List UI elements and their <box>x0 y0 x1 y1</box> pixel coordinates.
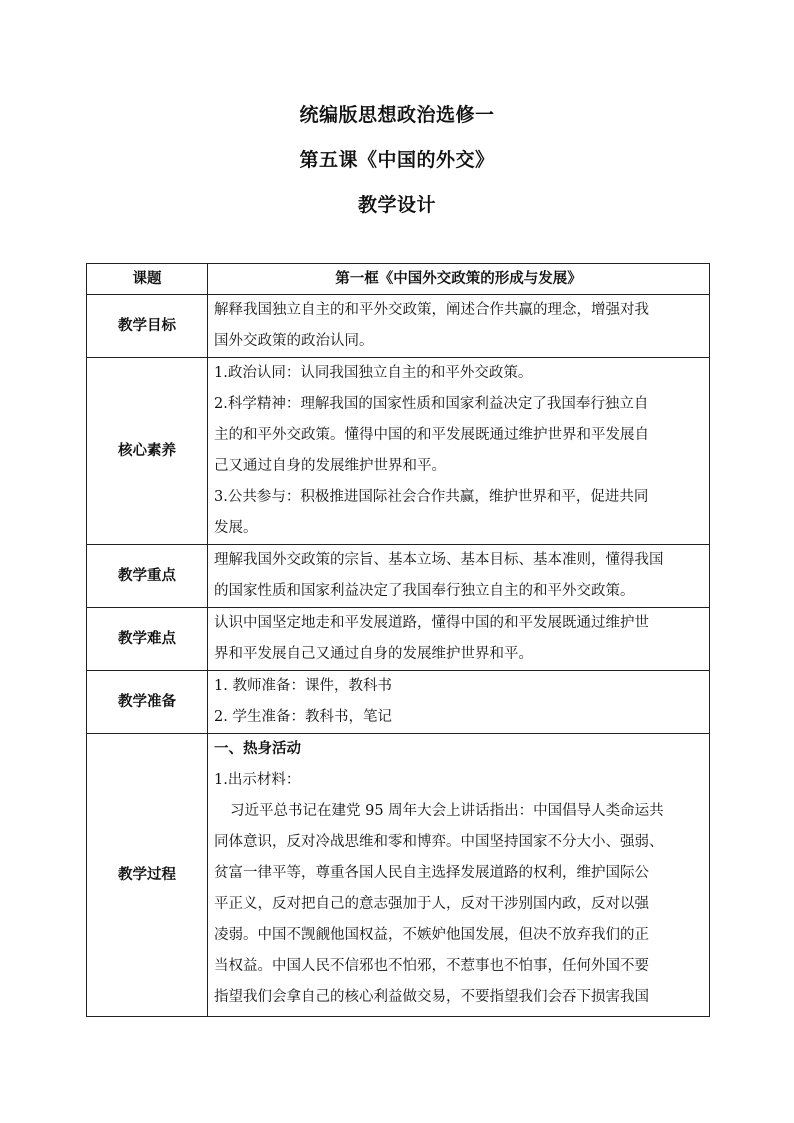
content-line: 认识中国坚定地走和平发展道路，懂得中国的和平发展既通过维护世 <box>214 615 649 631</box>
row-label: 教学重点 <box>87 545 208 608</box>
section-heading: 一、热身活动 <box>214 741 301 757</box>
content-line: 同体意识，反对冷战思维和零和博弈。中国坚持国家不分大小、强弱、 <box>214 834 664 850</box>
header-value: 第一框《中国外交政策的形成与发展》 <box>208 264 710 295</box>
table-header-row <box>87 264 710 295</box>
content-line: 国外交政策的政治认同。 <box>214 333 374 349</box>
table-row-key-points <box>87 545 710 608</box>
content-line: 2.科学精神：理解我国的国家性质和国家利益决定了我国奉行独立自 <box>214 396 649 412</box>
row-content <box>208 545 710 608</box>
row-label: 教学目标 <box>87 295 208 358</box>
row-content <box>208 295 710 358</box>
content-line: 2. 学生准备：教科书，笔记 <box>214 709 392 725</box>
table-row-preparation <box>87 671 710 734</box>
content-line: 的国家性质和国家利益决定了我国奉行独立自主的和平外交政策。 <box>214 583 635 599</box>
content-line: 贫富一律平等，尊重各国人民自主选择发展道路的权利，维护国际公 <box>214 865 649 881</box>
content-line: 解释我国独立自主的和平外交政策，阐述合作共赢的理念，增强对我 <box>214 302 649 318</box>
row-label: 核心素养 <box>87 358 208 545</box>
row-label: 教学难点 <box>87 608 208 671</box>
row-content <box>208 734 710 1017</box>
content-line: 习近平总书记在建党 95 周年大会上讲话指出：中国倡导人类命运共 <box>230 803 664 819</box>
content-line: 主的和平外交政策。懂得中国的和平发展既通过维护世界和平发展自 <box>214 427 649 443</box>
content-line: 发展。 <box>214 520 258 536</box>
content-line: 凌弱。中国不觊觎他国权益，不嫉妒他国发展，但决不放弃我们的正 <box>214 927 649 943</box>
table-row-objectives <box>87 295 710 358</box>
header-label: 课题 <box>87 264 208 295</box>
content-line: 1. 教师准备：课件，教科书 <box>214 678 392 694</box>
table-row-core-competencies <box>87 358 710 545</box>
document-titles <box>0 103 794 217</box>
content-line: 当权益。中国人民不信邪也不怕邪，不惹事也不怕事，任何外国不要 <box>214 958 649 974</box>
content-line: 1.出示材料： <box>214 772 301 788</box>
content-line: 平正义，反对把自己的意志强加于人，反对干涉别国内政，反对以强 <box>214 896 649 912</box>
doc-title-series: 统编版思想政治选修一 <box>299 104 495 126</box>
content-line: 3.公共参与：积极推进国际社会合作共赢，维护世界和平，促进共同 <box>214 489 649 505</box>
row-content <box>208 671 710 734</box>
content-line: 己又通过自身的发展维护世界和平。 <box>214 458 446 474</box>
row-label: 教学准备 <box>87 671 208 734</box>
lesson-plan-table <box>86 263 710 1017</box>
row-label: 教学过程 <box>87 734 208 1017</box>
content-line: 1.政治认同：认同我国独立自主的和平外交政策。 <box>214 365 533 381</box>
content-line: 理解我国外交政策的宗旨、基本立场、基本目标、基本准则，懂得我国 <box>214 552 664 568</box>
doc-title-type: 教学设计 <box>357 194 436 216</box>
doc-title-lesson: 第五课《中国的外交》 <box>299 149 495 171</box>
content-line: 界和平发展自己又通过自身的发展维护世界和平。 <box>214 646 533 662</box>
row-content <box>208 608 710 671</box>
table-row-difficulties <box>87 608 710 671</box>
content-line: 指望我们会拿自己的核心利益做交易，不要指望我们会吞下损害我国 <box>214 989 649 1005</box>
row-content <box>208 358 710 545</box>
table-row-process <box>87 734 710 1017</box>
